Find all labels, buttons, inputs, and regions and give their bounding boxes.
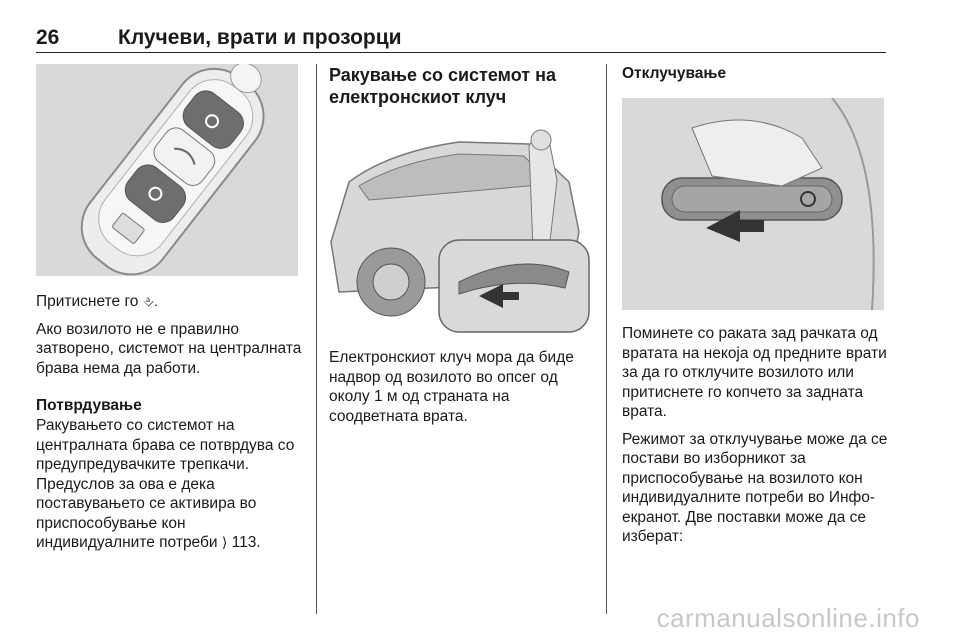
press-text: Притиснете го <box>36 293 139 310</box>
column-left <box>36 64 302 553</box>
section-heading-unlocking: Отклучување <box>622 65 727 82</box>
car-door-illustration <box>329 122 591 334</box>
press-instruction <box>36 292 302 312</box>
paragraph-confirmation <box>36 416 302 553</box>
lock-icon: ⎀. <box>142 293 158 309</box>
paragraph-unlocking-instructions: Поминете со раката зад рачката од вратата на некоја од предните врати за да го отклучите возилото или притиснете го копчето за задната врата. <box>622 325 887 420</box>
confirmation-text: Ракувањето со системот на централната брава се потврдува со предупредувачките трепкачи. Предуслов за ова е дека поставувањето се активира во приспособување кон индивидуалните потреби <box>36 417 295 551</box>
key-fob-illustration <box>36 64 298 276</box>
page-header <box>36 28 886 53</box>
column-right <box>622 64 890 547</box>
column-divider <box>606 64 607 614</box>
paragraph-unlock-mode: Режимот за отклучување може да се постави во изборникот за приспособување на возилото кон индивидуалните потреби во Инфо-екранот. Две поставки може да се изберат: <box>622 430 888 545</box>
watermark: carmanualsonline.info <box>656 603 920 633</box>
section-heading-confirmation: Потврдување <box>36 397 142 414</box>
section-heading-electronic-key: Ракување со системот на електронскиот клуч <box>329 65 556 107</box>
page-number: 26 <box>36 26 60 49</box>
page-title: Клучеви, врати и прозорци <box>118 26 402 49</box>
door-handle-illustration <box>622 98 884 310</box>
page-reference-arrow-icon: ⟩ <box>221 534 228 550</box>
page-reference[interactable]: 113. <box>231 534 261 551</box>
column-divider <box>316 64 317 614</box>
paragraph-electronic-key-range: Електронскиот клуч мора да биде надвор од возилото во опсег од околу 1 м од страната на соодветната врата. <box>329 349 574 425</box>
paragraph-central-lock: Ако возилото не е правилно затворено, системот на централната брава нема да работи. <box>36 320 302 377</box>
column-middle <box>329 64 593 426</box>
